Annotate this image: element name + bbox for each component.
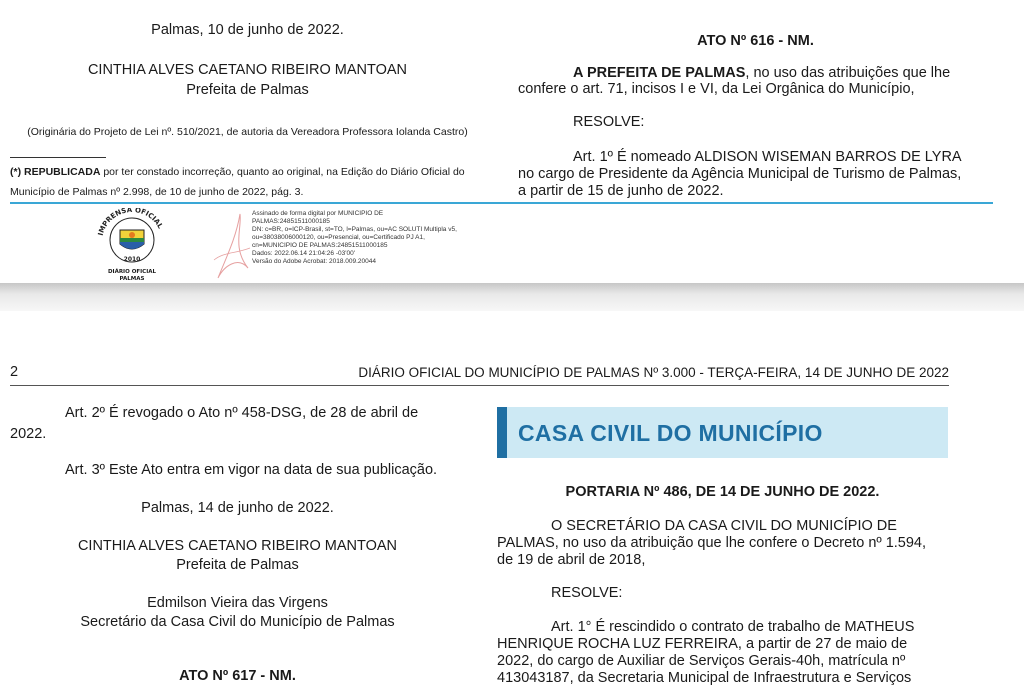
ato-title: ATO Nº 616 - NM.	[697, 33, 814, 49]
diario-oficial-seal	[92, 208, 172, 282]
portaria-art1-line4: 413043187, da Secretaria Municipal de Infraestrutura e Serviços	[497, 670, 912, 686]
signer1-role: Prefeita de Palmas	[176, 557, 299, 573]
republicada-line1: por ter constado incorreção, quanto ao original, na Edição do Diário Oficial do	[100, 166, 465, 178]
signer-role: Prefeita de Palmas	[186, 82, 309, 98]
ato-intro-rest: , no uso das atribuições que lhe	[745, 65, 951, 81]
portaria-art1-line2: HENRIQUE ROCHA LUZ FERREIRA, a partir de 27 de maio de	[497, 636, 908, 652]
sig-line: Versão do Adobe Acrobat: 2018.009.20044	[252, 258, 376, 265]
seal-year: 2010	[123, 256, 141, 263]
ato-intro-bold: A PREFEITA DE PALMAS	[573, 65, 746, 81]
digital-signature-block	[252, 210, 457, 266]
republicada-note	[10, 165, 465, 179]
seal-line2: PALMAS	[119, 276, 145, 282]
republicada-line2: Município de Palmas nº 2.998, de 10 de junho de 2022, pág. 3.	[10, 186, 304, 198]
ato-intro-line1	[573, 65, 950, 82]
resolve-label: RESOLVE:	[573, 114, 645, 130]
signer2-name: Edmilson Vieira das Virgens	[147, 595, 328, 611]
sig-line: PALMAS:24851511000185	[252, 218, 330, 225]
page-separator	[0, 283, 1024, 311]
portaria-intro-line3: de 19 de abril de 2018,	[497, 552, 646, 568]
signature-scribble-icon	[212, 208, 252, 280]
sig-line: ou=38038006000120, ou=Presencial, ou=Certificado PJ A1,	[252, 234, 425, 241]
header-rule	[10, 385, 949, 386]
republicada-label: (*) REPUBLICADA	[10, 166, 101, 178]
sig-line: Assinado de forma digital por MUNICIPIO DE	[252, 210, 384, 217]
art1-line3: a partir de 15 de junho de 2022.	[518, 183, 724, 199]
section-header-accent	[497, 407, 507, 458]
portaria-intro-line1: O SECRETÁRIO DA CASA CIVIL DO MUNICÍPIO DE	[551, 518, 897, 534]
portaria-intro-line2: PALMAS, no uso da atribuição que lhe confere o Decreto nº 1.594,	[497, 535, 927, 551]
art2-line1: Art. 2º É revogado o Ato nº 458-DSG, de 28 de abril de	[65, 405, 419, 421]
seal-top-text: IMPRENSA OFICIAL	[96, 208, 165, 237]
footer-rule	[10, 202, 993, 204]
portaria-art1-line1: Art. 1° É rescindido o contrato de trabalho de MATHEUS	[551, 619, 915, 635]
art1-line1: Art. 1º É nomeado ALDISON WISEMAN BARROS DE LYRA	[573, 149, 962, 165]
signer1-name: CINTHIA ALVES CAETANO RIBEIRO MANTOAN	[77, 538, 398, 554]
ato-intro-line2: confere o art. 71, incisos I e VI, da Lei Orgânica do Município,	[518, 81, 915, 97]
place-date: Palmas, 10 de junho de 2022.	[151, 22, 344, 38]
art3: Art. 3º Este Ato entra em vigor na data de sua publicação.	[65, 462, 438, 478]
next-ato-title: ATO Nº 617 - NM.	[179, 668, 296, 684]
seal-emblem-icon	[92, 208, 172, 264]
signer-name: CINTHIA ALVES CAETANO RIBEIRO MANTOAN	[87, 62, 408, 78]
sig-line: cn=MUNICIPIO DE PALMAS:24851511000185	[252, 242, 388, 249]
page-header: DIÁRIO OFICIAL DO MUNICÍPIO DE PALMAS Nº 3.000 - TERÇA-FEIRA, 14 DE JUNHO DE 2022	[358, 365, 949, 380]
section-title: CASA CIVIL DO MUNICÍPIO	[518, 420, 823, 446]
art2-line2: 2022.	[10, 426, 47, 442]
sig-line: Dados: 2022.06.14 21:04:26 -03'00'	[252, 250, 355, 257]
footnote-rule	[10, 157, 106, 158]
place-date-2: Palmas, 14 de junho de 2022.	[141, 500, 334, 516]
portaria-title: PORTARIA Nº 486, DE 14 DE JUNHO DE 2022.	[565, 484, 880, 500]
signer2-role: Secretário da Casa Civil do Município de Palmas	[80, 614, 395, 630]
portaria-resolve: RESOLVE:	[551, 585, 623, 601]
sig-line: DN: c=BR, o=ICP-Brasil, st=TO, l=Palmas, ou=AC SOLUTI Multipla v5,	[252, 226, 457, 233]
page-number: 2	[10, 364, 19, 380]
origin-note: (Originária do Projeto de Lei nº. 510/2021, de autoria da Vereadora Professora Iolanda Castro)	[27, 126, 468, 138]
art1-line2: no cargo de Presidente da Agência Municipal de Turismo de Palmas,	[518, 166, 962, 182]
portaria-art1-line3: 2022, do cargo de Auxiliar de Serviços Gerais-40h, matrícula nº	[497, 653, 906, 669]
seal-line1: DIÁRIO OFICIAL	[107, 269, 157, 275]
